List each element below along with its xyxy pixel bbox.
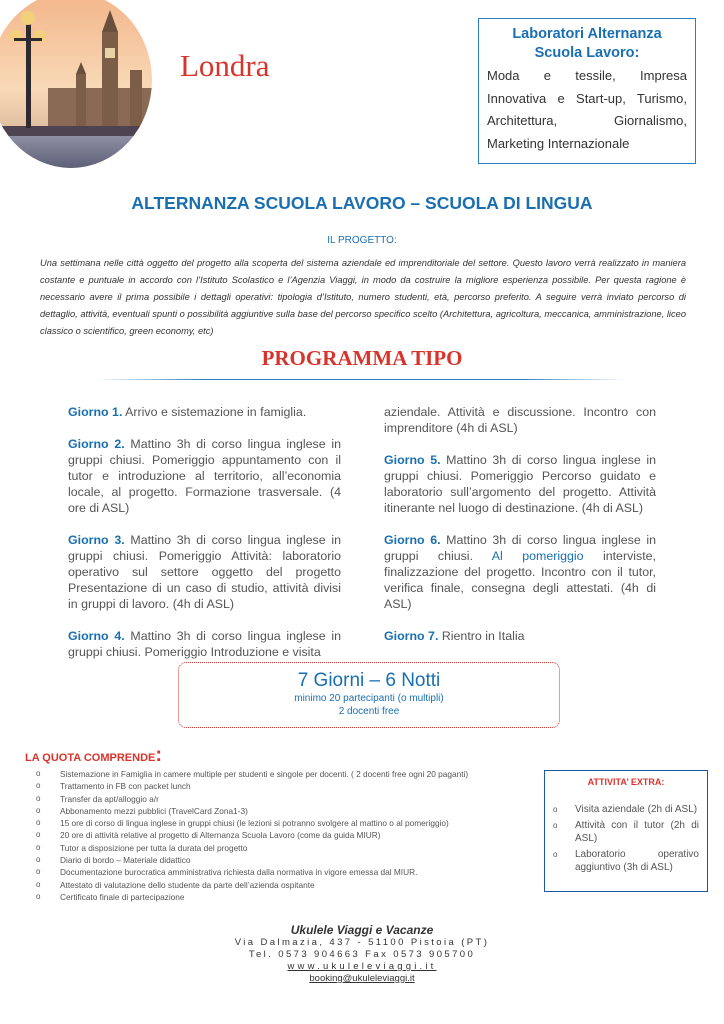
day-3: Giorno 3. Mattino 3h di corso lingua inglese in gruppi chiusi. Pomeriggio Attività: laboratorio operativo sul settore oggetto del progetto Presentazione di un caso di studio, attività divisi in gruppi di lavoro. (4h di ASL) — [68, 533, 341, 611]
quota-item: o 15 ore di corso di lingua inglese in gruppi chiusi (le lezioni si potranno svolgere al mattino o al pomeriggio) — [36, 818, 449, 829]
bullet-icon: o — [36, 818, 41, 828]
bullet-icon: o — [36, 781, 41, 791]
quota-title: LA QUOTA COMPRENDE: — [25, 744, 163, 766]
company-name: Ukulele Viaggi e Vacanze — [290, 923, 434, 937]
duration-main: 7 Giorni – 6 Notti — [297, 670, 441, 691]
extras-title: ATTIVITA’ EXTRA: — [587, 777, 665, 787]
bullet-icon: o — [36, 842, 41, 852]
project-intro: Una settimana nelle città oggetto del progetto alla scoperta del sistema aziendale ed imprenditoriale del settore. Questo lavoro verrà realizzato in maniera costante e puntuale in accordo con l’Istituto Scolastico e l’Agenzia Viaggi, in modo da costruire la migliore esperienza possibile. Per questa ragione è necessario avere il prima possibile i dettagli operativi: tipologia d’Istituto, numero studenti, età, percorso preferito. A seguire verrà inviato percorso di dettaglio, attività, eventuali spunti o possibilità aggiuntive sulla base del percorso specifico scelto (Architettura, agricoltura, meccanica, amministrazione, liceo classico o scientifico, green economy, etc) — [40, 258, 686, 336]
day-2: Giorno 2. Mattino 3h di corso lingua inglese in gruppi chiusi. Pomeriggio appuntamento con il tutor e introduzione al territorio, all’economia locale, al progetto. Formazione trasversale. (4 ore di ASL) — [68, 437, 341, 515]
day-7: Giorno 7. Rientro in Italia — [384, 629, 525, 643]
quota-item: o Diario di bordo – Materiale didattico — [36, 855, 191, 866]
duration-participants: minimo 20 partecipanti (o multipli) — [294, 693, 444, 704]
quota-item: o Sistemazione in Famiglia in camere multiple per studenti e singole per docenti. ( 2 docenti free ogni 20 paganti) — [36, 769, 469, 779]
project-subtitle: IL PROGETTO: — [327, 235, 397, 246]
bullet-icon: o — [36, 769, 41, 778]
program-divider — [96, 379, 626, 380]
quota-list — [36, 768, 526, 903]
program-column-right — [384, 404, 656, 644]
extra-item: o Visita aziendale (2h di ASL) — [553, 804, 698, 815]
extras-box — [544, 770, 708, 892]
bullet-icon: o — [36, 855, 41, 865]
bullet-icon: o — [553, 821, 558, 830]
quota-item: o Certificato finale di partecipazione — [36, 891, 185, 902]
quota-item: o Transfer da apt/alloggio a/r — [36, 793, 159, 804]
day-5: Giorno 5. Mattino 3h di corso lingua inglese in gruppi chiusi. Pomeriggio Percorso guidato e laboratorio sull’argomento del progetto. Attività itinerante nel luogo di destinazione. (4h di ASL) — [384, 453, 656, 515]
bullet-icon: o — [553, 805, 558, 814]
bullet-icon: o — [36, 891, 41, 901]
quota-item: o Tutor a disposizione per tutta la durata del progetto — [36, 842, 248, 853]
quota-item: o Trattamento in FB con packet lunch — [36, 781, 191, 792]
quota-item: o 20 ore di attività relative al progetto di Alternanza Scuola Lavoro (come da guida MIUR) — [36, 830, 381, 841]
day-6: Giorno 6. Mattino 3h di corso lingua inglese in gruppi chiusi. Al pomeriggio interviste, finalizzazione del progetto. Incontro con il tutor, verifica finale, consegna degli attestati. (4h di ASL) — [384, 533, 656, 611]
day-1: Giorno 1. Arrivo e sistemazione in famiglia. — [68, 405, 307, 419]
duration-box — [178, 662, 560, 728]
extra-item: o Attività con il tutor (2h di ASL) — [553, 820, 699, 844]
lab-title: Laboratori Alternanza Scuola Lavoro: — [512, 26, 662, 61]
bullet-icon: o — [36, 805, 41, 815]
extra-item: o Laboratorio operativo aggiuntivo (3h di ASL) — [553, 849, 699, 873]
main-title: ALTERNANZA SCUOLA LAVORO – SCUOLA DI LINGUA — [131, 193, 593, 213]
footer — [0, 923, 724, 985]
bullet-icon: o — [36, 879, 41, 889]
quota-item: o Documentazione burocratica amministrativa richiesta dalla normativa in vigore emessa dal MIUR. — [36, 867, 418, 878]
program-column-left — [68, 404, 341, 660]
lab-text: Moda e tessile, Impresa Innovativa e Start-up, Turismo, Architettura, Giornalismo, Marketing Internazionale — [487, 68, 687, 151]
laboratori-box — [478, 18, 696, 164]
city-title: Londra — [180, 48, 270, 83]
email-link[interactable]: booking@ukuleleviaggi.it — [309, 973, 415, 984]
bullet-icon: o — [36, 793, 41, 803]
bullet-icon: o — [36, 830, 41, 840]
quota-item: o Abbonamento mezzi pubblici (TravelCard Zona1-3) — [36, 805, 248, 816]
company-address: Via Dalmazia, 437 - 51100 Pistoia (PT) — [234, 937, 490, 948]
extras-list — [553, 803, 699, 874]
bullet-icon: o — [36, 867, 41, 877]
quota-item: o Attestato di valutazione dello studente da parte dell’azienda ospitante — [36, 879, 315, 890]
company-phone: Tel. 0573 904663 Fax 0573 905700 — [248, 949, 476, 960]
london-photo — [0, 0, 152, 168]
day-4-continuation: aziendale. Attività e discussione. Incontro con imprenditore (4h di ASL) — [384, 405, 656, 435]
day-4: Giorno 4. Mattino 3h di corso lingua inglese in gruppi chiusi. Pomeriggio Introduzione e visita — [68, 629, 341, 659]
duration-teachers: 2 docenti free — [338, 706, 400, 717]
bullet-icon: o — [553, 850, 558, 859]
website-link[interactable]: www.ukuleleviaggi.it — [287, 961, 437, 972]
program-title: PROGRAMMA TIPO — [261, 346, 463, 370]
